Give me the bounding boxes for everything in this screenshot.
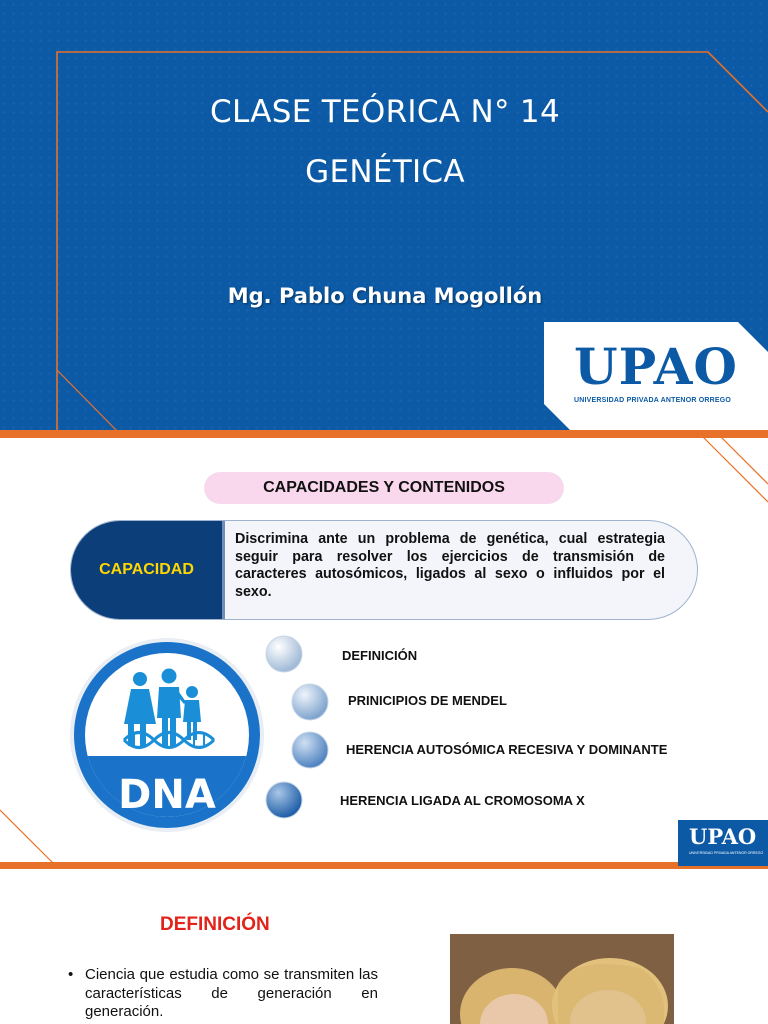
title-slide — [0, 0, 768, 434]
dna-badge-text: DNA — [118, 772, 216, 818]
author-name: Mg. Pablo Chuna Mogollón — [227, 284, 543, 308]
upao-logo-small-subtitle: UNIVERSIDAD PRIVADA ANTENOR ORREGO — [689, 851, 764, 855]
people-photo — [450, 934, 674, 1024]
slide-title-line1: CLASE TEÓRICA N° 14 — [210, 94, 560, 130]
definition-title: DEFINICIÓN — [160, 914, 270, 935]
bubble-icon-4 — [264, 780, 304, 820]
capacity-text: Discrimina ante un problema de genética, cual estrategia seguir para resolver los ejercicios de transmisión de caracteres autosómicos, ligados al sexo o influidos por el sexo. — [235, 531, 665, 600]
capacities-slide — [0, 434, 768, 866]
topic-item-3: HERENCIA AUTOSÓMICA RECESIVA Y DOMINANTE — [346, 742, 668, 757]
section-header: CAPACIDADES Y CONTENIDOS — [204, 472, 564, 504]
upao-logo-small — [678, 820, 768, 866]
topic-item-1: DEFINICIÓN — [342, 648, 418, 663]
bubble-icon-3 — [290, 730, 330, 770]
top-accent-bar — [0, 434, 768, 438]
upao-logo — [544, 320, 768, 432]
upao-logo-word: UPAO — [574, 337, 738, 396]
top-accent-bar — [0, 866, 768, 869]
upao-logo-subtitle: UNIVERSIDAD PRIVADA ANTENOR ORREGO — [574, 397, 732, 404]
topic-item-4: HERENCIA LIGADA AL CROMOSOMA X — [340, 793, 585, 808]
bubble-icon-2 — [290, 682, 330, 722]
upao-logo-small-word: UPAO — [689, 824, 757, 849]
capacity-box — [70, 520, 698, 620]
definition-bullet — [68, 966, 378, 1022]
capacity-label: CAPACIDAD — [71, 521, 225, 620]
bullet-dot: • — [68, 966, 74, 983]
dna-family-icon — [68, 636, 266, 834]
bubble-icon-1 — [264, 634, 304, 674]
definition-text: Ciencia que estudia como se transmiten las características de generación en generación. — [85, 966, 378, 1020]
definition-slide — [0, 866, 768, 1024]
topic-item-2: PRINICIPIOS DE MENDEL — [348, 693, 507, 708]
slide-title-line2: GENÉTICA — [305, 154, 465, 190]
